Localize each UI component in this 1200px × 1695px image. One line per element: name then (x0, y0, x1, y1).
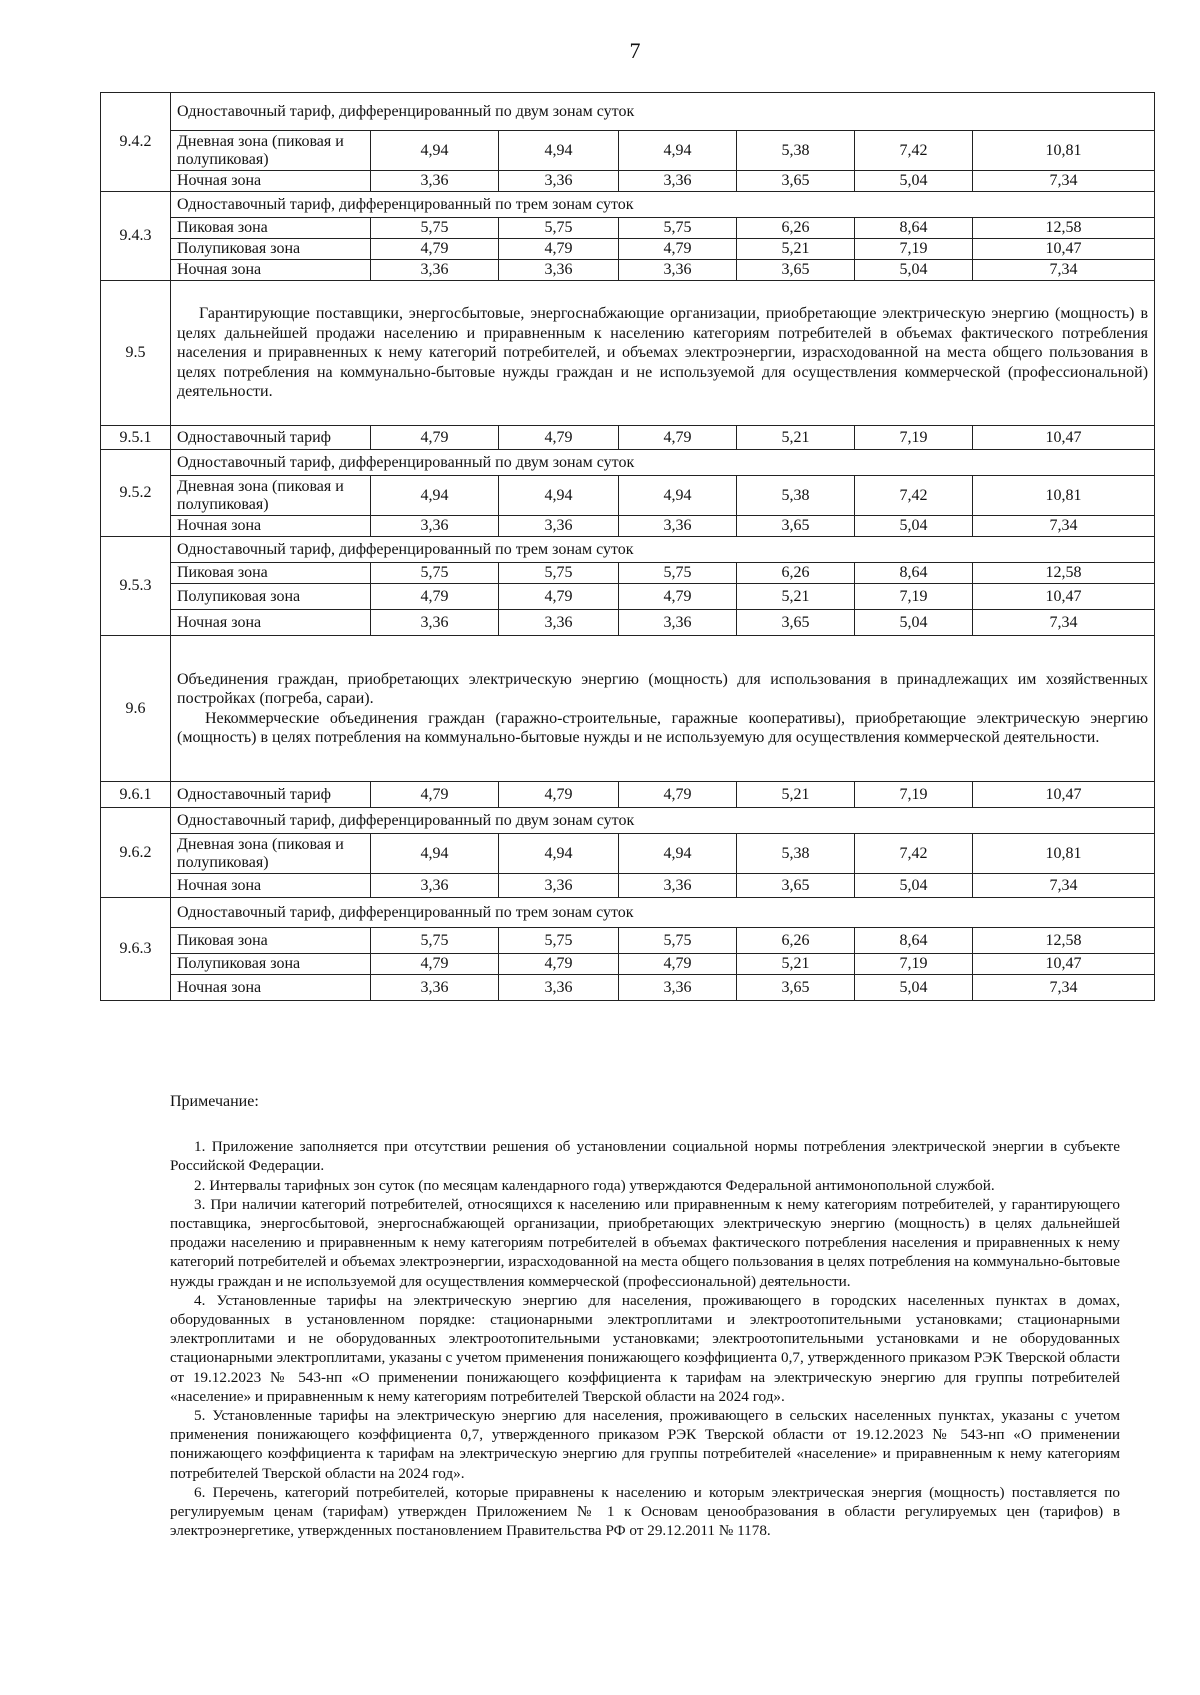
tariff-value: 4,79 (371, 584, 499, 610)
tariff-value: 4,79 (619, 954, 737, 975)
zone-label: Одноставочный тариф (171, 782, 371, 808)
tariff-value: 12,58 (973, 218, 1155, 239)
tariff-value: 7,34 (973, 975, 1155, 1001)
tariff-value: 5,21 (737, 782, 855, 808)
zone-label: Ночная зона (171, 874, 371, 898)
tariff-table (100, 92, 1155, 1001)
tariff-value: 7,34 (973, 874, 1155, 898)
tariff-value: 4,79 (619, 782, 737, 808)
tariff-value: 3,36 (619, 260, 737, 281)
row-number: 9.4.3 (101, 192, 171, 281)
tariff-value: 4,94 (619, 476, 737, 516)
tariff-value: 3,36 (371, 516, 499, 537)
row-number: 9.5.1 (101, 426, 171, 450)
zone-label: Полупиковая зона (171, 584, 371, 610)
zone-label: Дневная зона (пиковая и полупиковая) (171, 834, 371, 874)
zone-label: Ночная зона (171, 260, 371, 281)
zone-label: Ночная зона (171, 975, 371, 1001)
tariff-value: 7,34 (973, 516, 1155, 537)
note-item: 6. Перечень, категорий потребителей, которые приравнены к населению и которым электрическая энергия (мощность) поставляется по регулируемым ценам (тарифам) утвержден Приложением № 1 к Основам ценообразования в области регулируемых цен (тарифов) в электроэнергетике, утвержденных постановлением Правительства РФ от 29.12.2011 № 1178. (170, 1483, 1120, 1540)
row-number: 9.5.2 (101, 450, 171, 537)
tariff-value: 3,36 (499, 171, 619, 192)
tariff-value: 12,58 (973, 928, 1155, 954)
tariff-value: 3,65 (737, 874, 855, 898)
tariff-value: 5,38 (737, 476, 855, 516)
zone-label: Дневная зона (пиковая и полупиковая) (171, 476, 371, 516)
tariff-value: 4,94 (499, 131, 619, 171)
tariff-value: 3,36 (499, 260, 619, 281)
zone-label: Пиковая зона (171, 218, 371, 239)
tariff-value: 7,34 (973, 610, 1155, 636)
tariff-value: 5,38 (737, 131, 855, 171)
category-description (171, 281, 1155, 426)
section-header: Одноставочный тариф, дифференцированный по двум зонам суток (171, 450, 1155, 476)
tariff-value: 5,21 (737, 239, 855, 260)
tariff-value: 8,64 (855, 563, 973, 584)
tariff-value: 5,75 (619, 928, 737, 954)
tariff-value: 3,36 (499, 610, 619, 636)
tariff-value: 3,65 (737, 975, 855, 1001)
zone-label: Пиковая зона (171, 563, 371, 584)
tariff-value: 8,64 (855, 928, 973, 954)
tariff-value: 5,75 (499, 928, 619, 954)
tariff-value: 4,79 (499, 239, 619, 260)
tariff-value: 4,79 (619, 426, 737, 450)
tariff-value: 5,21 (737, 954, 855, 975)
tariff-value: 3,65 (737, 171, 855, 192)
zone-label: Ночная зона (171, 516, 371, 537)
tariff-value: 5,04 (855, 610, 973, 636)
tariff-value: 12,58 (973, 563, 1155, 584)
tariff-value: 5,38 (737, 834, 855, 874)
tariff-value: 5,21 (737, 426, 855, 450)
zone-label: Ночная зона (171, 610, 371, 636)
tariff-value: 8,64 (855, 218, 973, 239)
tariff-value: 3,36 (619, 874, 737, 898)
tariff-value: 5,75 (499, 218, 619, 239)
row-number: 9.6.1 (101, 782, 171, 808)
row-number: 9.4.2 (101, 93, 171, 192)
tariff-value: 3,36 (499, 975, 619, 1001)
tariff-value: 3,36 (619, 610, 737, 636)
tariff-value: 3,36 (371, 171, 499, 192)
row-number: 9.6.2 (101, 808, 171, 898)
description-text: Гарантирующие поставщики, энергосбытовые, энергоснабжающие организации, приобретающие электрическую энергию (мощность) в целях дальнейшей продажи населению и приравненным к населению категориям потребителей в объемах фактического потребления населения и приравненных к нему категорий потребителей, и объемах электроэнергии, израсходованной на места общего пользования в целях потребления на коммунально-бытовые нужды граждан и не используемой для осуществления коммерческой (профессиональной) деятельности. (177, 305, 1149, 401)
zone-label: Пиковая зона (171, 928, 371, 954)
note-item: 2. Интервалы тарифных зон суток (по месяцам календарного года) утверждаются Федеральной антимонопольной службой. (194, 1176, 995, 1194)
category-description (171, 636, 1155, 782)
tariff-value: 7,19 (855, 954, 973, 975)
tariff-value: 5,04 (855, 260, 973, 281)
tariff-value: 3,36 (619, 516, 737, 537)
note-item: 3. При наличии категорий потребителей, относящихся к населению или приравненным к нему категориям потребителей, у гарантирующего поставщика, энергосбытовой, энергоснабжающей организации, приобретающих электрическую энергию (мощность) в целях дальнейшей продажи населению и приравненным к нему категориям потребителей в объемах фактического потребления населения и приравненных к нему категорий потребителей и объемах электроэнергии, израсходованной на места общего пользования в целях потребления на коммунально-бытовые нужды граждан и не используемой для осуществления коммерческой (профессиональной) деятельности. (170, 1195, 1120, 1290)
tariff-value: 3,65 (737, 260, 855, 281)
tariff-value: 4,79 (371, 426, 499, 450)
row-number: 9.6 (101, 636, 171, 782)
tariff-value: 3,36 (619, 975, 737, 1001)
tariff-value: 4,79 (371, 954, 499, 975)
tariff-value: 3,36 (499, 874, 619, 898)
row-number: 9.6.3 (101, 898, 171, 1001)
tariff-value: 6,26 (737, 928, 855, 954)
notes-title: Примечание: (170, 1093, 259, 1110)
tariff-value: 6,26 (737, 218, 855, 239)
tariff-value: 5,04 (855, 975, 973, 1001)
section-header: Одноставочный тариф, дифференцированный по трем зонам суток (171, 898, 1155, 928)
tariff-value: 5,04 (855, 171, 973, 192)
tariff-value: 4,79 (499, 954, 619, 975)
tariff-value: 6,26 (737, 563, 855, 584)
note-item: 1. Приложение заполняется при отсутствии решения об установлении социальной нормы потребления электрической энергии в субъекте Российской Федерации. (170, 1138, 1120, 1175)
row-number: 9.5.3 (101, 537, 171, 636)
tariff-value: 5,75 (371, 928, 499, 954)
tariff-value: 7,34 (973, 260, 1155, 281)
tariff-value: 7,42 (855, 834, 973, 874)
tariff-value: 3,65 (737, 516, 855, 537)
tariff-value: 4,79 (499, 782, 619, 808)
tariff-value: 7,19 (855, 426, 973, 450)
tariff-value: 10,81 (973, 476, 1155, 516)
tariff-value: 10,47 (973, 954, 1155, 975)
section-header: Одноставочный тариф, дифференцированный по двум зонам суток (171, 93, 1155, 131)
row-number: 9.5 (101, 281, 171, 426)
tariff-value: 7,19 (855, 584, 973, 610)
tariff-value: 3,36 (371, 975, 499, 1001)
tariff-value: 4,94 (371, 834, 499, 874)
tariff-value: 4,94 (619, 131, 737, 171)
tariff-value: 3,36 (619, 171, 737, 192)
tariff-value: 4,94 (499, 834, 619, 874)
tariff-value: 5,75 (619, 218, 737, 239)
tariff-value: 5,04 (855, 516, 973, 537)
tariff-value: 7,42 (855, 476, 973, 516)
tariff-value: 4,79 (619, 584, 737, 610)
tariff-value: 7,42 (855, 131, 973, 171)
section-header: Одноставочный тариф, дифференцированный по трем зонам суток (171, 192, 1155, 218)
tariff-value: 10,47 (973, 426, 1155, 450)
tariff-value: 3,36 (499, 516, 619, 537)
tariff-value: 4,79 (499, 426, 619, 450)
tariff-value: 4,94 (619, 834, 737, 874)
tariff-value: 4,94 (499, 476, 619, 516)
tariff-value: 10,47 (973, 584, 1155, 610)
tariff-value: 10,47 (973, 782, 1155, 808)
note-item: 5. Установленные тарифы на электрическую энергию для населения, проживающего в сельских населенных пунктах, указаны с учетом применения понижающего коэффициента 0,7, утвержденного приказом РЭК Тверской области от 19.12.2023 № 543-нп «О применении понижающего коэффициента к тарифам на электрическую энергию для группы потребителей «население» и приравненным к нему категориям потребителей Тверской области на 2024 год». (170, 1407, 1120, 1482)
tariff-value: 7,34 (973, 171, 1155, 192)
tariff-value: 5,75 (499, 563, 619, 584)
tariff-value: 10,81 (973, 131, 1155, 171)
zone-label: Дневная зона (пиковая и полупиковая) (171, 131, 371, 171)
tariff-value: 10,81 (973, 834, 1155, 874)
tariff-value: 4,79 (619, 239, 737, 260)
tariff-value: 4,94 (371, 131, 499, 171)
tariff-value: 3,36 (371, 874, 499, 898)
tariff-value: 5,75 (371, 218, 499, 239)
notes-section (170, 1092, 1120, 1540)
tariff-value: 4,79 (371, 239, 499, 260)
tariff-value: 3,36 (371, 260, 499, 281)
zone-label: Одноставочный тариф (171, 426, 371, 450)
section-header: Одноставочный тариф, дифференцированный по двум зонам суток (171, 808, 1155, 834)
tariff-value: 10,47 (973, 239, 1155, 260)
note-item: 4. Установленные тарифы на электрическую энергию для населения, проживающего в городских населенных пунктах в домах, оборудованных в установленном порядке: стационарными электроплитами и электроотопительными установками; стационарными электроплитами и не оборудованных электроотопительными установками; электроотопительными установками и не оборудованных стационарными электроплитами, указаны с учетом применения понижающего коэффициента 0,7, утвержденного приказом РЭК Тверской области от 19.12.2023 № 543-нп «О применении понижающего коэффициента к тарифам на электрическую энергию для группы потребителей «население» и приравненным к нему категориям потребителей Тверской области на 2024 год». (170, 1291, 1120, 1405)
tariff-value: 3,65 (737, 610, 855, 636)
zone-label: Ночная зона (171, 171, 371, 192)
description-text: Объединения граждан, приобретающих электрическую энергию (мощность) для использования в принадлежащих им хозяйственных постройках (погреба, сараи). (177, 670, 1149, 707)
tariff-value: 5,21 (737, 584, 855, 610)
page-number: 7 (629, 38, 641, 63)
tariff-value: 7,19 (855, 782, 973, 808)
tariff-value: 3,36 (371, 610, 499, 636)
tariff-value: 7,19 (855, 239, 973, 260)
tariff-value: 5,04 (855, 874, 973, 898)
zone-label: Полупиковая зона (171, 954, 371, 975)
tariff-value: 4,79 (371, 782, 499, 808)
tariff-value: 5,75 (371, 563, 499, 584)
section-header: Одноставочный тариф, дифференцированный по трем зонам суток (171, 537, 1155, 563)
zone-label: Полупиковая зона (171, 239, 371, 260)
description-text: Некоммерческие объединения граждан (гаражно-строительные, гаражные кооперативы), приобретающие электрическую энергию (мощность) в целях потребления на коммунально-бытовые нужды и не используемую для осуществления коммерческой деятельности. (177, 709, 1149, 746)
tariff-value: 4,79 (499, 584, 619, 610)
tariff-value: 5,75 (619, 563, 737, 584)
tariff-value: 4,94 (371, 476, 499, 516)
